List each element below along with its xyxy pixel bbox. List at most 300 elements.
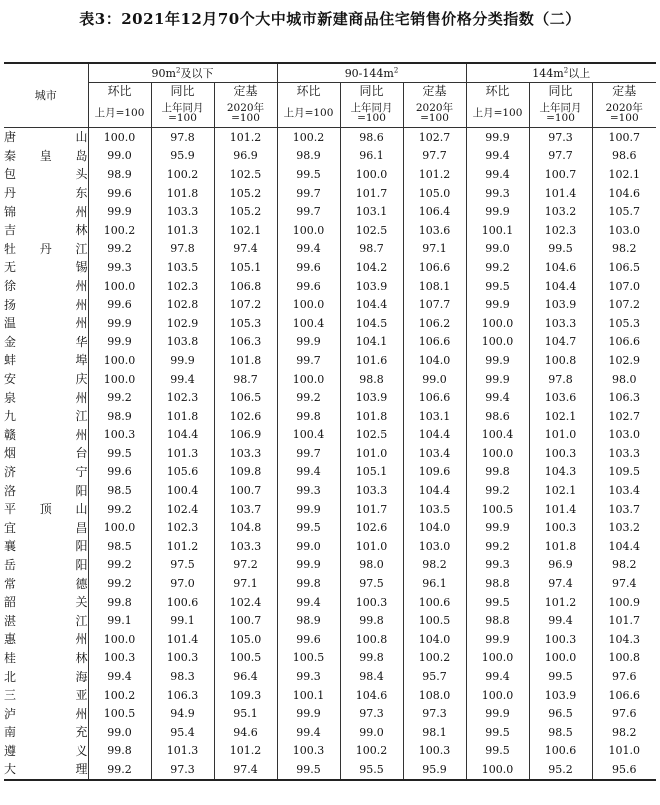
- value-cell: 100.0: [466, 686, 529, 705]
- table-row: [4, 611, 656, 630]
- table-row: [4, 667, 656, 686]
- value-cell: 100.3: [88, 649, 151, 668]
- subheader-yoy: 同比: [151, 83, 214, 100]
- city-cell: 北海: [4, 669, 88, 684]
- value-cell: 99.2: [277, 388, 340, 407]
- value-cell: 99.5: [277, 165, 340, 184]
- value-cell: 102.1: [529, 407, 592, 426]
- value-cell: 106.3: [592, 388, 656, 407]
- value-cell: 97.3: [529, 128, 592, 147]
- value-cell: 108.0: [403, 686, 466, 705]
- value-cell: 98.5: [529, 723, 592, 742]
- value-cell: 96.1: [340, 147, 403, 166]
- subheader-base: 定基: [403, 83, 466, 100]
- value-cell: 103.4: [592, 481, 656, 500]
- group-header-large: $144m^2$以上: [466, 63, 656, 83]
- value-cell: 104.4: [151, 426, 214, 445]
- table-row: [4, 240, 656, 259]
- value-cell: 100.5: [214, 649, 277, 668]
- value-cell: 108.1: [403, 277, 466, 296]
- value-cell: 103.1: [340, 202, 403, 221]
- table-row: [4, 518, 656, 537]
- value-cell: 99.0: [340, 723, 403, 742]
- table-row: [4, 388, 656, 407]
- value-cell: 95.9: [403, 760, 466, 780]
- base-label-mom: 上月=100: [277, 99, 340, 128]
- table-row: [4, 147, 656, 166]
- value-cell: 97.1: [403, 240, 466, 259]
- value-cell: 99.4: [277, 463, 340, 482]
- value-cell: 103.3: [214, 537, 277, 556]
- value-cell: 100.5: [277, 649, 340, 668]
- value-cell: 106.5: [592, 258, 656, 277]
- value-cell: 98.7: [340, 240, 403, 259]
- value-cell: 99.0: [403, 370, 466, 389]
- city-cell: 锦州: [4, 204, 88, 219]
- value-cell: 99.3: [277, 481, 340, 500]
- subheader-base: 定基: [214, 83, 277, 100]
- value-cell: 95.4: [151, 723, 214, 742]
- value-cell: 98.3: [151, 667, 214, 686]
- value-cell: 102.7: [592, 407, 656, 426]
- value-cell: 99.3: [466, 184, 529, 203]
- value-cell: 100.3: [88, 426, 151, 445]
- value-cell: 99.4: [529, 611, 592, 630]
- city-cell: 洛阳: [4, 483, 88, 498]
- value-cell: 100.0: [466, 333, 529, 352]
- value-cell: 99.5: [466, 593, 529, 612]
- value-cell: 99.2: [88, 574, 151, 593]
- table-row: [4, 295, 656, 314]
- table-row: [4, 686, 656, 705]
- value-cell: 99.9: [277, 500, 340, 519]
- value-cell: 99.5: [529, 667, 592, 686]
- group-header-small: $90m^2$及以下: [88, 63, 277, 83]
- value-cell: 99.5: [466, 742, 529, 761]
- value-cell: 100.0: [88, 351, 151, 370]
- value-cell: 102.1: [529, 481, 592, 500]
- value-cell: 103.1: [403, 407, 466, 426]
- value-cell: 99.1: [151, 611, 214, 630]
- value-cell: 106.4: [403, 202, 466, 221]
- value-cell: 95.6: [592, 760, 656, 780]
- table-row: [4, 128, 656, 147]
- value-cell: 106.9: [214, 426, 277, 445]
- value-cell: 105.1: [214, 258, 277, 277]
- table-row: [4, 407, 656, 426]
- value-cell: 98.7: [214, 370, 277, 389]
- value-cell: 105.6: [151, 463, 214, 482]
- value-cell: 101.7: [592, 611, 656, 630]
- city-cell: 秦皇岛: [4, 148, 88, 163]
- value-cell: 99.4: [277, 240, 340, 259]
- value-cell: 105.2: [214, 184, 277, 203]
- subheader-mom: 环比: [466, 83, 529, 100]
- table-row: [4, 444, 656, 463]
- value-cell: 106.2: [403, 314, 466, 333]
- table-row: [4, 277, 656, 296]
- value-cell: 101.2: [214, 128, 277, 147]
- table-row: [4, 630, 656, 649]
- value-cell: 100.6: [403, 593, 466, 612]
- value-cell: 99.2: [88, 500, 151, 519]
- value-cell: 95.5: [340, 760, 403, 780]
- value-cell: 97.8: [529, 370, 592, 389]
- value-cell: 100.0: [340, 165, 403, 184]
- value-cell: 106.6: [403, 258, 466, 277]
- value-cell: 103.0: [592, 426, 656, 445]
- table-row: [4, 333, 656, 352]
- value-cell: 102.9: [151, 314, 214, 333]
- value-cell: 101.2: [151, 537, 214, 556]
- value-cell: 100.3: [403, 742, 466, 761]
- city-cell: 蚌埠: [4, 353, 88, 368]
- city-cell: 常德: [4, 576, 88, 591]
- city-cell: 金华: [4, 334, 88, 349]
- table-row: [4, 556, 656, 575]
- value-cell: 99.0: [466, 240, 529, 259]
- value-cell: 103.5: [403, 500, 466, 519]
- value-cell: 99.2: [88, 240, 151, 259]
- value-cell: 100.7: [214, 611, 277, 630]
- value-cell: 97.3: [403, 704, 466, 723]
- value-cell: 103.3: [529, 314, 592, 333]
- value-cell: 97.7: [529, 147, 592, 166]
- value-cell: 99.5: [466, 277, 529, 296]
- value-cell: 109.5: [592, 463, 656, 482]
- value-cell: 98.1: [403, 723, 466, 742]
- value-cell: 106.3: [214, 333, 277, 352]
- city-cell: 泸州: [4, 706, 88, 721]
- value-cell: 99.8: [466, 463, 529, 482]
- value-cell: 100.2: [88, 221, 151, 240]
- value-cell: 99.3: [466, 556, 529, 575]
- value-cell: 104.4: [529, 277, 592, 296]
- value-cell: 104.0: [403, 630, 466, 649]
- value-cell: 99.5: [466, 723, 529, 742]
- value-cell: 103.8: [151, 333, 214, 352]
- value-cell: 99.2: [466, 258, 529, 277]
- table-row: [4, 221, 656, 240]
- value-cell: 99.7: [277, 184, 340, 203]
- subheader-mom: 环比: [88, 83, 151, 100]
- value-cell: 97.4: [214, 240, 277, 259]
- value-cell: 100.0: [277, 370, 340, 389]
- value-cell: 95.7: [403, 667, 466, 686]
- value-cell: 100.8: [340, 630, 403, 649]
- value-cell: 98.5: [88, 481, 151, 500]
- value-cell: 101.0: [340, 537, 403, 556]
- value-cell: 98.9: [277, 147, 340, 166]
- value-cell: 102.4: [151, 500, 214, 519]
- base-label-base: 2020年 =100: [592, 99, 656, 128]
- value-cell: 100.3: [529, 444, 592, 463]
- value-cell: 100.2: [88, 686, 151, 705]
- table-title: 表3：2021年12月70个大中城市新建商品住宅销售价格分类指数（二）: [79, 10, 581, 28]
- table-row: [4, 351, 656, 370]
- value-cell: 100.2: [403, 649, 466, 668]
- value-cell: 99.7: [277, 351, 340, 370]
- city-cell: 唐山: [4, 130, 88, 145]
- value-cell: 97.0: [151, 574, 214, 593]
- value-cell: 100.6: [151, 593, 214, 612]
- base-label-base: 2020年 =100: [214, 99, 277, 128]
- value-cell: 106.6: [592, 686, 656, 705]
- value-cell: 99.2: [466, 537, 529, 556]
- city-cell: 济宁: [4, 464, 88, 479]
- value-cell: 107.2: [214, 295, 277, 314]
- subheader-mom: 环比: [277, 83, 340, 100]
- city-cell: 徐州: [4, 279, 88, 294]
- price-index-table: [4, 62, 656, 781]
- value-cell: 97.4: [592, 574, 656, 593]
- value-cell: 100.1: [466, 221, 529, 240]
- value-cell: 99.9: [277, 333, 340, 352]
- city-cell: 桂林: [4, 650, 88, 665]
- table-row: [4, 742, 656, 761]
- table-row: [4, 481, 656, 500]
- value-cell: 102.3: [151, 388, 214, 407]
- city-cell: 温州: [4, 316, 88, 331]
- value-cell: 100.8: [592, 649, 656, 668]
- value-cell: 100.3: [529, 518, 592, 537]
- value-cell: 100.5: [403, 611, 466, 630]
- city-cell: 包头: [4, 167, 88, 182]
- value-cell: 105.7: [592, 202, 656, 221]
- value-cell: 97.5: [340, 574, 403, 593]
- value-cell: 103.3: [214, 444, 277, 463]
- value-cell: 99.9: [466, 518, 529, 537]
- value-cell: 97.4: [529, 574, 592, 593]
- value-cell: 101.4: [151, 630, 214, 649]
- value-cell: 104.1: [340, 333, 403, 352]
- base-label-yoy: 上年同月 =100: [529, 99, 592, 128]
- value-cell: 99.6: [277, 258, 340, 277]
- value-cell: 97.5: [151, 556, 214, 575]
- value-cell: 98.9: [277, 611, 340, 630]
- value-cell: 98.5: [88, 537, 151, 556]
- value-cell: 100.7: [529, 165, 592, 184]
- value-cell: 103.0: [403, 537, 466, 556]
- value-cell: 104.2: [340, 258, 403, 277]
- table-row: [4, 574, 656, 593]
- value-cell: 99.1: [88, 611, 151, 630]
- value-cell: 104.8: [214, 518, 277, 537]
- value-cell: 98.9: [88, 407, 151, 426]
- value-cell: 106.8: [214, 277, 277, 296]
- value-cell: 106.5: [214, 388, 277, 407]
- value-cell: 100.3: [277, 742, 340, 761]
- value-cell: 106.6: [403, 388, 466, 407]
- value-cell: 95.2: [529, 760, 592, 780]
- value-cell: 99.0: [277, 537, 340, 556]
- value-cell: 103.0: [592, 221, 656, 240]
- city-cell: 宜昌: [4, 520, 88, 535]
- value-cell: 100.1: [277, 686, 340, 705]
- value-cell: 101.7: [340, 500, 403, 519]
- value-cell: 99.5: [277, 518, 340, 537]
- value-cell: 101.0: [592, 742, 656, 761]
- value-cell: 99.9: [466, 630, 529, 649]
- value-cell: 99.4: [277, 593, 340, 612]
- value-cell: 106.6: [592, 333, 656, 352]
- value-cell: 97.6: [592, 704, 656, 723]
- group-header-medium: $90-144m^2$: [277, 63, 466, 83]
- table-row: [4, 537, 656, 556]
- city-cell: 安庆: [4, 372, 88, 387]
- value-cell: 105.0: [214, 630, 277, 649]
- value-cell: 101.3: [151, 444, 214, 463]
- value-cell: 97.7: [403, 147, 466, 166]
- value-cell: 97.8: [151, 240, 214, 259]
- value-cell: 99.3: [277, 667, 340, 686]
- value-cell: 98.6: [466, 407, 529, 426]
- value-cell: 109.6: [403, 463, 466, 482]
- value-cell: 101.8: [529, 537, 592, 556]
- value-cell: 102.4: [214, 593, 277, 612]
- value-cell: 104.6: [529, 258, 592, 277]
- subheader-row: [4, 83, 656, 100]
- table-row: [4, 463, 656, 482]
- value-cell: 99.0: [88, 723, 151, 742]
- value-cell: 100.4: [277, 426, 340, 445]
- table-row: [4, 760, 656, 780]
- value-cell: 95.1: [214, 704, 277, 723]
- value-cell: 105.2: [214, 202, 277, 221]
- value-cell: 100.5: [88, 704, 151, 723]
- value-cell: 98.6: [340, 128, 403, 147]
- table-row: [4, 649, 656, 668]
- city-cell: 岳阳: [4, 557, 88, 572]
- value-cell: 99.8: [340, 649, 403, 668]
- value-cell: 107.7: [403, 295, 466, 314]
- subheader-yoy: 同比: [529, 83, 592, 100]
- subheader-yoy: 同比: [340, 83, 403, 100]
- city-cell: 九江: [4, 409, 88, 424]
- value-cell: 99.4: [466, 165, 529, 184]
- value-cell: 103.2: [592, 518, 656, 537]
- value-cell: 99.8: [277, 407, 340, 426]
- value-cell: 99.4: [88, 667, 151, 686]
- value-cell: 103.3: [151, 202, 214, 221]
- value-cell: 94.6: [214, 723, 277, 742]
- value-cell: 99.9: [88, 314, 151, 333]
- value-cell: 99.2: [88, 760, 151, 780]
- value-cell: 99.4: [466, 388, 529, 407]
- value-cell: 103.9: [340, 388, 403, 407]
- table-row: [4, 184, 656, 203]
- value-cell: 102.5: [340, 221, 403, 240]
- base-label-base: 2020年 =100: [403, 99, 466, 128]
- value-cell: 97.4: [214, 760, 277, 780]
- value-cell: 106.3: [151, 686, 214, 705]
- value-cell: 103.6: [403, 221, 466, 240]
- value-cell: 100.2: [340, 742, 403, 761]
- value-cell: 99.4: [151, 370, 214, 389]
- value-cell: 103.9: [340, 277, 403, 296]
- value-cell: 98.9: [88, 165, 151, 184]
- value-cell: 95.9: [151, 147, 214, 166]
- value-cell: 99.4: [466, 667, 529, 686]
- value-cell: 97.3: [151, 760, 214, 780]
- value-cell: 100.2: [277, 128, 340, 147]
- value-cell: 106.6: [403, 333, 466, 352]
- city-cell: 南充: [4, 725, 88, 740]
- table-row: [4, 704, 656, 723]
- city-cell: 湛江: [4, 613, 88, 628]
- value-cell: 101.6: [340, 351, 403, 370]
- value-cell: 99.6: [88, 295, 151, 314]
- value-cell: 103.7: [592, 500, 656, 519]
- value-cell: 101.3: [151, 742, 214, 761]
- city-cell: 吉林: [4, 223, 88, 238]
- value-cell: 98.2: [592, 240, 656, 259]
- city-cell: 大理: [4, 762, 88, 777]
- value-cell: 99.6: [277, 277, 340, 296]
- value-cell: 104.3: [592, 630, 656, 649]
- value-cell: 99.9: [466, 370, 529, 389]
- value-cell: 99.9: [151, 351, 214, 370]
- value-cell: 98.8: [466, 611, 529, 630]
- value-cell: 99.5: [88, 444, 151, 463]
- value-cell: 100.0: [466, 649, 529, 668]
- value-cell: 100.0: [277, 295, 340, 314]
- value-cell: 99.0: [88, 147, 151, 166]
- value-cell: 101.2: [529, 593, 592, 612]
- city-cell: 无锡: [4, 260, 88, 275]
- table-row: [4, 593, 656, 612]
- value-cell: 96.9: [529, 556, 592, 575]
- value-cell: 100.6: [529, 742, 592, 761]
- value-cell: 103.9: [529, 295, 592, 314]
- value-cell: 103.9: [529, 686, 592, 705]
- value-cell: 101.7: [340, 184, 403, 203]
- value-cell: 100.3: [151, 649, 214, 668]
- value-cell: 104.4: [592, 537, 656, 556]
- subheader-base: 定基: [592, 83, 656, 100]
- value-cell: 99.8: [277, 574, 340, 593]
- value-cell: 99.9: [466, 704, 529, 723]
- value-cell: 99.2: [466, 481, 529, 500]
- value-cell: 107.0: [592, 277, 656, 296]
- table-row: [4, 165, 656, 184]
- city-cell: 烟台: [4, 446, 88, 461]
- value-cell: 100.4: [466, 426, 529, 445]
- value-cell: 101.3: [151, 221, 214, 240]
- value-cell: 100.0: [88, 370, 151, 389]
- value-cell: 100.0: [88, 518, 151, 537]
- value-cell: 105.3: [592, 314, 656, 333]
- value-cell: 101.4: [529, 184, 592, 203]
- value-cell: 102.1: [214, 221, 277, 240]
- value-cell: 104.4: [403, 426, 466, 445]
- city-column-header: 城市: [4, 63, 88, 128]
- value-cell: 97.3: [340, 704, 403, 723]
- value-cell: 103.4: [403, 444, 466, 463]
- value-cell: 104.4: [340, 295, 403, 314]
- value-cell: 109.3: [214, 686, 277, 705]
- city-cell: 丹东: [4, 186, 88, 201]
- value-cell: 103.3: [340, 481, 403, 500]
- value-cell: 102.1: [592, 165, 656, 184]
- value-cell: 98.0: [340, 556, 403, 575]
- value-cell: 100.0: [88, 128, 151, 147]
- value-cell: 99.8: [340, 611, 403, 630]
- value-cell: 97.1: [214, 574, 277, 593]
- value-cell: 101.2: [214, 742, 277, 761]
- value-cell: 99.3: [88, 258, 151, 277]
- value-cell: 97.8: [151, 128, 214, 147]
